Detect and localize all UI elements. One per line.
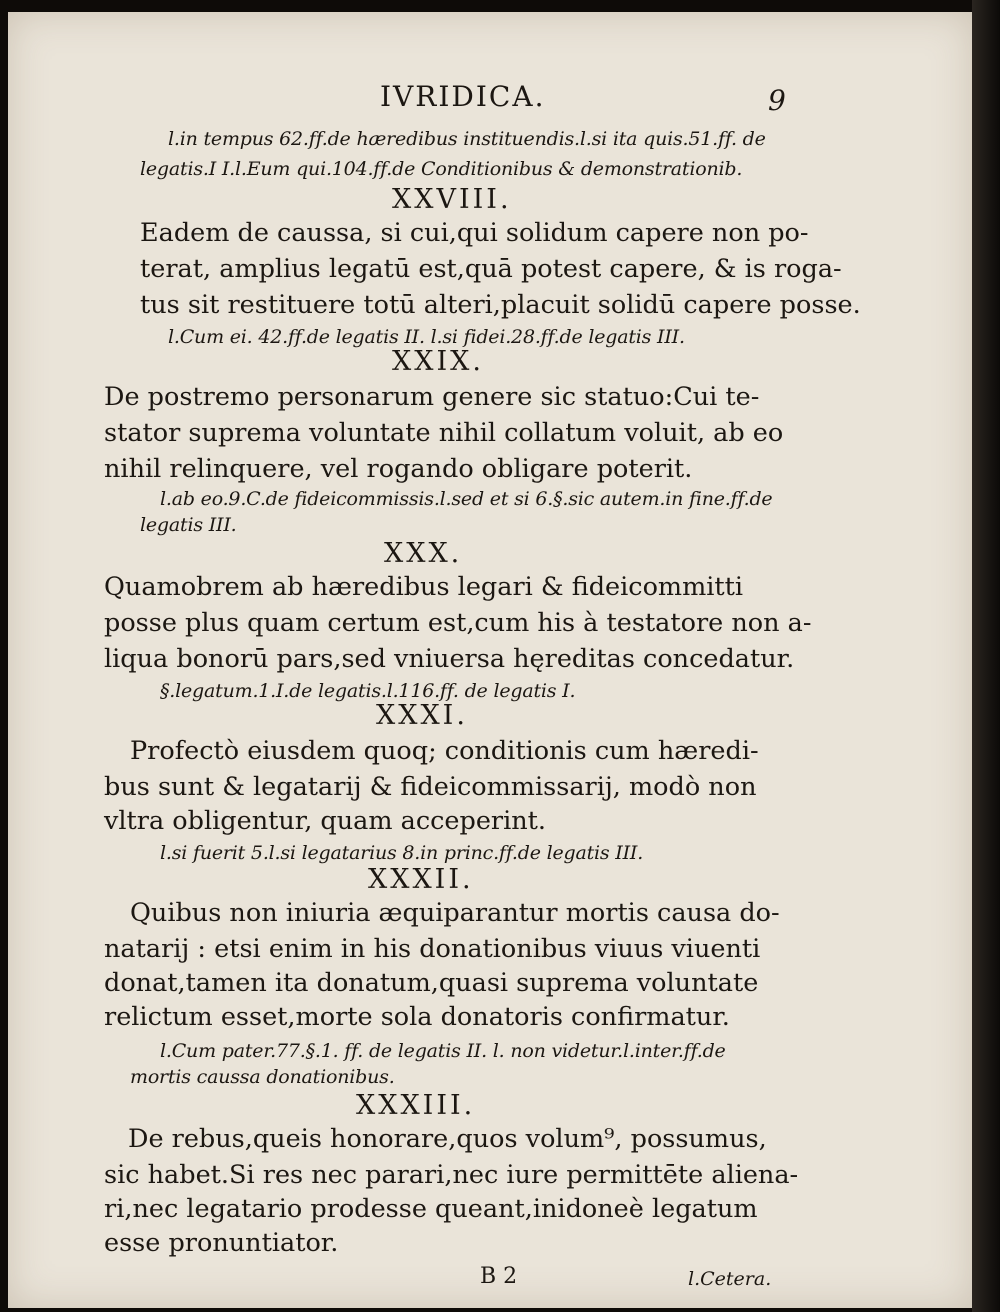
section-number: XXX. xyxy=(384,538,463,569)
body-line: liqua bonorū pars,sed vniuersa hęreditas concedatur. xyxy=(104,644,795,674)
signature-mark: B 2 xyxy=(480,1264,518,1289)
body-line: Quamobrem ab hæredibus legari & fideicommitti xyxy=(104,572,744,602)
page-edge-shadow xyxy=(972,0,1000,1312)
body-line: Eadem de caussa, si cui,qui solidum capere non po- xyxy=(140,218,809,248)
body-line: Profectò eiusdem quoq; conditionis cum hæredi- xyxy=(130,736,759,766)
citation-line: l.ab eo.9.C.de fideicommissis.l.sed et si 6.§.sic autem.in fine.ff.de xyxy=(160,488,773,510)
body-line: terat, amplius legatū est,quā potest capere, & is roga- xyxy=(140,254,842,284)
section-number: XXXII. xyxy=(368,864,474,895)
body-line: esse pronuntiator. xyxy=(104,1228,339,1258)
body-line: relictum esset,morte sola donatoris confirmatur. xyxy=(104,1002,730,1032)
citation-line: l.Cum pater.77.§.1. ff. de legatis II. l. non videtur.l.inter.ff.de xyxy=(160,1040,726,1062)
citation-line: l.in tempus 62.ff.de hæredibus instituendis.l.si ita quis.51.ff. de xyxy=(168,128,766,150)
body-line: donat,tamen ita donatum,quasi suprema voluntate xyxy=(104,968,759,998)
body-line: De rebus,queis honorare,quos volum⁹, possumus, xyxy=(128,1124,767,1154)
body-line: posse plus quam certum est,cum his à testatore non a- xyxy=(104,608,812,638)
citation-line: legatis.I I.l.Eum qui.104.ff.de Conditionibus & demonstrationib. xyxy=(140,158,743,180)
section-number: XXIX. xyxy=(392,346,484,377)
body-line: ri,nec legatario prodesse queant,inidoneè legatum xyxy=(104,1194,758,1224)
section-number: XXVIII. xyxy=(392,184,512,215)
citation-line: l.Cum ei. 42.ff.de legatis II. l.si fidei.28.ff.de legatis III. xyxy=(168,326,685,348)
body-line: tus sit restituere totū alteri,placuit solidū capere posse. xyxy=(140,290,861,320)
running-head: IVRIDICA. xyxy=(380,80,546,113)
citation-line: §.legatum.1.I.de legatis.l.116.ff. de legatis I. xyxy=(160,680,576,702)
body-line: natarij : etsi enim in his donationibus viuus viuenti xyxy=(104,934,761,964)
body-line: stator suprema voluntate nihil collatum voluit, ab eo xyxy=(104,418,784,448)
body-line: bus sunt & legatarij & fideicommissarij, modò non xyxy=(104,772,757,802)
folio-number: 9 xyxy=(768,84,786,117)
body-line: sic habet.Si res nec parari,nec iure permittēte aliena- xyxy=(104,1160,799,1190)
body-line: nihil relinquere, vel rogando obligare poterit. xyxy=(104,454,693,484)
section-number: XXXIII. xyxy=(356,1090,476,1121)
citation-line: legatis III. xyxy=(140,514,237,536)
catchword: l.Cetera. xyxy=(688,1268,772,1290)
citation-line: mortis caussa donationibus. xyxy=(130,1066,395,1088)
body-line: vltra obligentur, quam acceperint. xyxy=(104,806,547,836)
citation-line: l.si fuerit 5.l.si legatarius 8.in princ.ff.de legatis III. xyxy=(160,842,644,864)
body-line: Quibus non iniuria æquiparantur mortis causa do- xyxy=(130,898,780,928)
body-line: De postremo personarum genere sic statuo:Cui te- xyxy=(104,382,760,412)
section-number: XXXI. xyxy=(376,700,468,731)
